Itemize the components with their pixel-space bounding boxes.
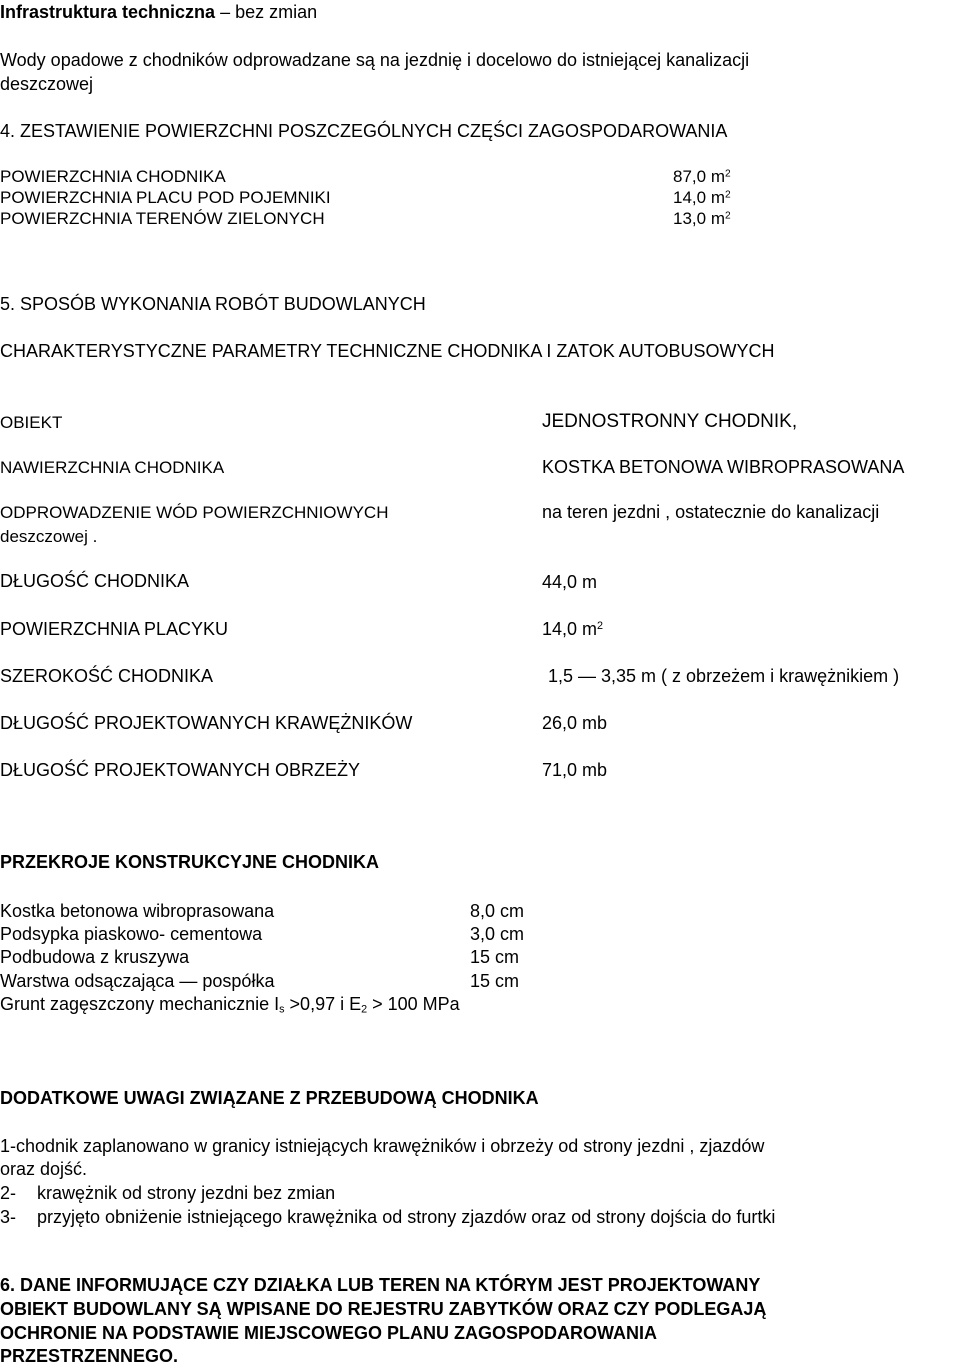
uwagi-item-2-text: krawężnik od strony jezdni bez zmian [37,1183,336,1203]
param-label-krawezniki: DŁUGOŚĆ PROJEKTOWANYCH KRAWĘŻNIKÓW [0,713,413,733]
section6-line-4: PRZESTRZENNEGO. [0,1346,179,1366]
section5-title: 5. SPOSÓB WYKONANIA ROBÓT BUDOWLANYCH [0,294,426,314]
section6-line-1: 6. DANE INFORMUJĄCE CZY DZIAŁKA LUB TEREN NA KTÓRYM JEST PROJEKTOWANY [0,1275,761,1295]
layer-label: Warstwa odsączająca — pospółka [0,971,275,991]
param-label-odprowadzenie-2: deszczowej . [0,527,98,546]
param-value-obiekt: JEDNOSTRONNY CHODNIK, [542,411,798,432]
grunt-line: Grunt zagęszczony mechanicznie $I_s >0,97$ i $E_2 > 100$ MPa [0,994,460,1016]
layer-label: Podbudowa z kruszywa [0,947,190,967]
param-label-dlugosc: DŁUGOŚĆ CHODNIKA [0,571,190,591]
uwagi-item-3-num: 3- [0,1207,17,1227]
param-label-placyk: POWIERZCHNIA PLACYKU [0,619,229,639]
param-value-krawezniki: 26,0 mb [542,713,608,733]
layer-value: 15 cm [470,947,520,967]
uwagi-item-1-cont: oraz dojść. [0,1159,88,1179]
drainage-line-1: Wody opadowe z chodników odprowadzane są na jezdnię i docelowo do istniejącej kanalizacji [0,50,750,70]
uwagi-item-1: 1-chodnik zaplanowano w granicy istniejących krawężników i obrzeży od strony jezdni , zjazdów [0,1136,765,1156]
drainage-line-2: deszczowej [0,74,94,94]
infrastructure-status: bez zmian [235,2,318,22]
param-value-dlugosc: 44,0 m [542,572,598,592]
uwagi-title: DODATKOWE UWAGI ZWIĄZANE Z PRZEBUDOWĄ CHODNIKA [0,1088,539,1108]
param-label-odprowadzenie: ODPROWADZENIE WÓD POWIERZCHNIOWYCH [0,503,389,522]
param-value-odprowadzenie: na teren jezdni , ostatecznie do kanalizacji [542,502,880,522]
section6-line-3: OCHRONIE NA PODSTAWIE MIEJSCOWEGO PLANU ZAGOSPODAROWANIA [0,1323,658,1343]
param-label-szerokosc: SZEROKOŚĆ CHODNIKA [0,666,214,686]
area-value-tereny: 13,0 $m^2$ [673,209,731,228]
section4-title: 4. ZESTAWIENIE POWIERZCHNI POSZCZEGÓLNYCH CZĘŚCI ZAGOSPODAROWANIA [0,121,728,141]
param-value-nawierzchnia: KOSTKA BETONOWA WIBROPRASOWANA [542,457,905,477]
layer-value: 8,0 cm [470,901,525,921]
area-label-tereny: POWIERZCHNIA TERENÓW ZIELONYCH [0,209,325,228]
uwagi-item-2-num: 2- [0,1183,17,1203]
layer-label: Kostka betonowa wibroprasowana [0,901,275,921]
param-label-nawierzchnia: NAWIERZCHNIA CHODNIKA [0,458,225,477]
param-value-szerokosc: 1,5 — 3,35 m ( z obrzeżem i krawężnikiem ) [548,666,900,686]
infrastructure-label: Infrastruktura techniczna [0,2,216,22]
infrastructure-line: Infrastruktura techniczna – bez zmian [0,2,318,22]
param-value-placyk: 14,0 $m^2$ [542,619,604,639]
section6-line-2: OBIEKT BUDOWLANY SĄ WPISANE DO REJESTRU ZABYTKÓW ORAZ CZY PODLEGAJĄ [0,1299,767,1319]
param-label-obrzeza: DŁUGOŚĆ PROJEKTOWANYCH OBRZEŻY [0,760,361,780]
area-value-chodnik: 87,0 $m^2$ [673,167,731,186]
area-label-chodnik: POWIERZCHNIA CHODNIKA [0,167,226,186]
przekroje-title: PRZEKROJE KONSTRUKCYJNE CHODNIKA [0,852,380,872]
layer-value: 3,0 cm [470,924,525,944]
layer-value: 15 cm [470,971,520,991]
param-label-obiekt: OBIEKT [0,413,63,432]
section5-subtitle: CHARAKTERYSTYCZNE PARAMETRY TECHNICZNE CHODNIKA I ZATOK AUTOBUSOWYCH [0,341,775,361]
param-value-obrzeza: 71,0 mb [542,760,608,780]
area-label-plac: POWIERZCHNIA PLACU POD POJEMNIKI [0,188,331,207]
layer-label: Podsypka piaskowo- cementowa [0,924,263,944]
uwagi-item-3-text: przyjęto obniżenie istniejącego krawężnika od strony zjazdów oraz od strony dojścia do furtki [37,1207,776,1227]
area-value-plac: 14,0 $m^2$ [673,188,731,207]
